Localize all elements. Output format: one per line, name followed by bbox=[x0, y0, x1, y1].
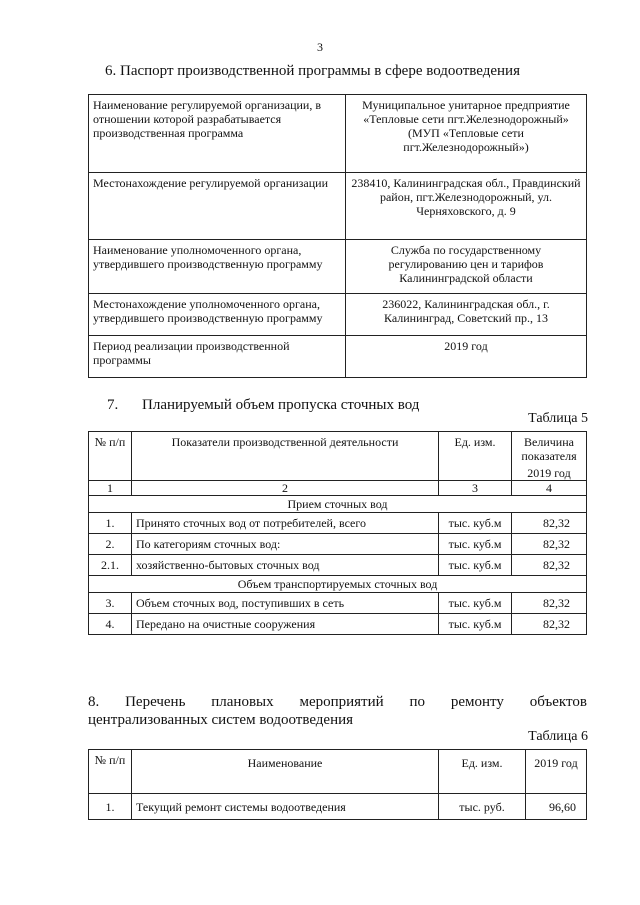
row-name: Передано на очистные сооружения bbox=[132, 614, 439, 635]
row-name: Принято сточных вод от потребителей, всего bbox=[132, 513, 439, 534]
table-row bbox=[89, 614, 587, 635]
section7-title: Планируемый объем пропуска сточных вод bbox=[142, 397, 420, 413]
table-row bbox=[89, 593, 587, 614]
row-name: хозяйственно-бытовых сточных вод bbox=[132, 555, 439, 576]
header-unit: Ед. изм. bbox=[439, 432, 512, 481]
section8-title-line1 bbox=[88, 693, 587, 711]
passport-label: Местонахождение уполномоченного органа, утвердившего производственную программу bbox=[89, 294, 346, 336]
passport-value: 238410, Калининградская обл., Правдинский район, пгт.Железнодорожный, ул. Черняховского, д. 9 bbox=[346, 173, 587, 240]
wastewater-table bbox=[88, 431, 587, 635]
table-row bbox=[89, 240, 587, 294]
col-number: 4 bbox=[512, 481, 587, 496]
section8-word: объектов bbox=[529, 694, 587, 710]
row-unit: тыс. куб.м bbox=[439, 513, 512, 534]
header-row bbox=[89, 750, 587, 794]
group-row bbox=[89, 496, 587, 513]
table-row bbox=[89, 173, 587, 240]
passport-value: 236022, Калининградская обл., г. Калининград, Советский пр., 13 bbox=[346, 294, 587, 336]
table5-caption: Таблица 5 bbox=[528, 411, 588, 426]
section8-word: ремонту bbox=[450, 694, 504, 710]
table-row bbox=[89, 534, 587, 555]
passport-label: Наименование регулируемой организации, в отношении которой разрабатывается производственная программа bbox=[89, 95, 346, 173]
section8-title bbox=[88, 693, 587, 729]
section8-word: мероприятий bbox=[299, 694, 384, 710]
header-num: № п/п bbox=[89, 432, 132, 481]
row-num: 4. bbox=[89, 614, 132, 635]
row-name: Объем сточных вод, поступивших в сеть bbox=[132, 593, 439, 614]
row-num: 1. bbox=[89, 513, 132, 534]
passport-table bbox=[88, 94, 587, 378]
section8-word: Перечень bbox=[125, 694, 186, 710]
group-title: Объем транспортируемых сточных вод bbox=[89, 576, 587, 593]
row-value: 82,32 bbox=[512, 555, 587, 576]
header-unit: Ед. изм. bbox=[439, 750, 526, 794]
row-unit: тыс. куб.м bbox=[439, 593, 512, 614]
row-unit: тыс. куб.м bbox=[439, 534, 512, 555]
header-indicator: Показатели производственной деятельности bbox=[132, 432, 439, 481]
page-number: 3 bbox=[317, 40, 323, 54]
col-number: 2 bbox=[132, 481, 439, 496]
passport-label: Наименование уполномоченного органа, утвердившего производственную программу bbox=[89, 240, 346, 294]
section7-number: 7. bbox=[107, 397, 119, 413]
section8-word: по bbox=[409, 694, 426, 710]
table-row bbox=[89, 555, 587, 576]
table-row bbox=[89, 513, 587, 534]
row-value: 96,60 bbox=[526, 794, 587, 820]
section8-word: 8. bbox=[88, 694, 100, 710]
row-name: Текущий ремонт системы водоотведения bbox=[132, 794, 439, 820]
column-numbers-row bbox=[89, 481, 587, 496]
row-num: 2. bbox=[89, 534, 132, 555]
row-value: 82,32 bbox=[512, 593, 587, 614]
header-num: № п/п bbox=[89, 750, 132, 794]
col-number: 3 bbox=[439, 481, 512, 496]
table-row bbox=[89, 294, 587, 336]
col-number: 1 bbox=[89, 481, 132, 496]
header-row bbox=[89, 432, 587, 467]
passport-value: Служба по государственному регулированию цен и тарифов Калининградской области bbox=[346, 240, 587, 294]
row-num: 2.1. bbox=[89, 555, 132, 576]
section8-word: плановых bbox=[211, 694, 274, 710]
passport-value: Муниципальное унитарное предприятие «Тепловые сети пгт.Железнодорожный» (МУП «Тепловые сети пгт.Железнодорожный») bbox=[346, 95, 587, 173]
section8-title-line2: централизованных систем водоотведения bbox=[88, 712, 354, 728]
row-unit: тыс. куб.м bbox=[439, 555, 512, 576]
header-year: 2019 год bbox=[512, 466, 587, 481]
row-unit: тыс. руб. bbox=[439, 794, 526, 820]
table-row bbox=[89, 95, 587, 173]
row-num: 3. bbox=[89, 593, 132, 614]
table6-caption: Таблица 6 bbox=[528, 729, 588, 744]
row-name: По категориям сточных вод: bbox=[132, 534, 439, 555]
group-row bbox=[89, 576, 587, 593]
group-title: Прием сточных вод bbox=[89, 496, 587, 513]
row-value: 82,32 bbox=[512, 614, 587, 635]
row-num: 1. bbox=[89, 794, 132, 820]
passport-label: Период реализации производственной программы bbox=[89, 336, 346, 378]
section6-title: 6. Паспорт производственной программы в сфере водоотведения bbox=[105, 63, 520, 79]
table-row bbox=[89, 794, 587, 820]
header-value: Величина показателя bbox=[512, 432, 587, 467]
row-value: 82,32 bbox=[512, 513, 587, 534]
row-value: 82,32 bbox=[512, 534, 587, 555]
row-unit: тыс. куб.м bbox=[439, 614, 512, 635]
table-row bbox=[89, 336, 587, 378]
passport-label: Местонахождение регулируемой организации bbox=[89, 173, 346, 240]
header-year: 2019 год bbox=[526, 750, 587, 794]
repair-table bbox=[88, 749, 587, 820]
header-name: Наименование bbox=[132, 750, 439, 794]
passport-value: 2019 год bbox=[346, 336, 587, 378]
